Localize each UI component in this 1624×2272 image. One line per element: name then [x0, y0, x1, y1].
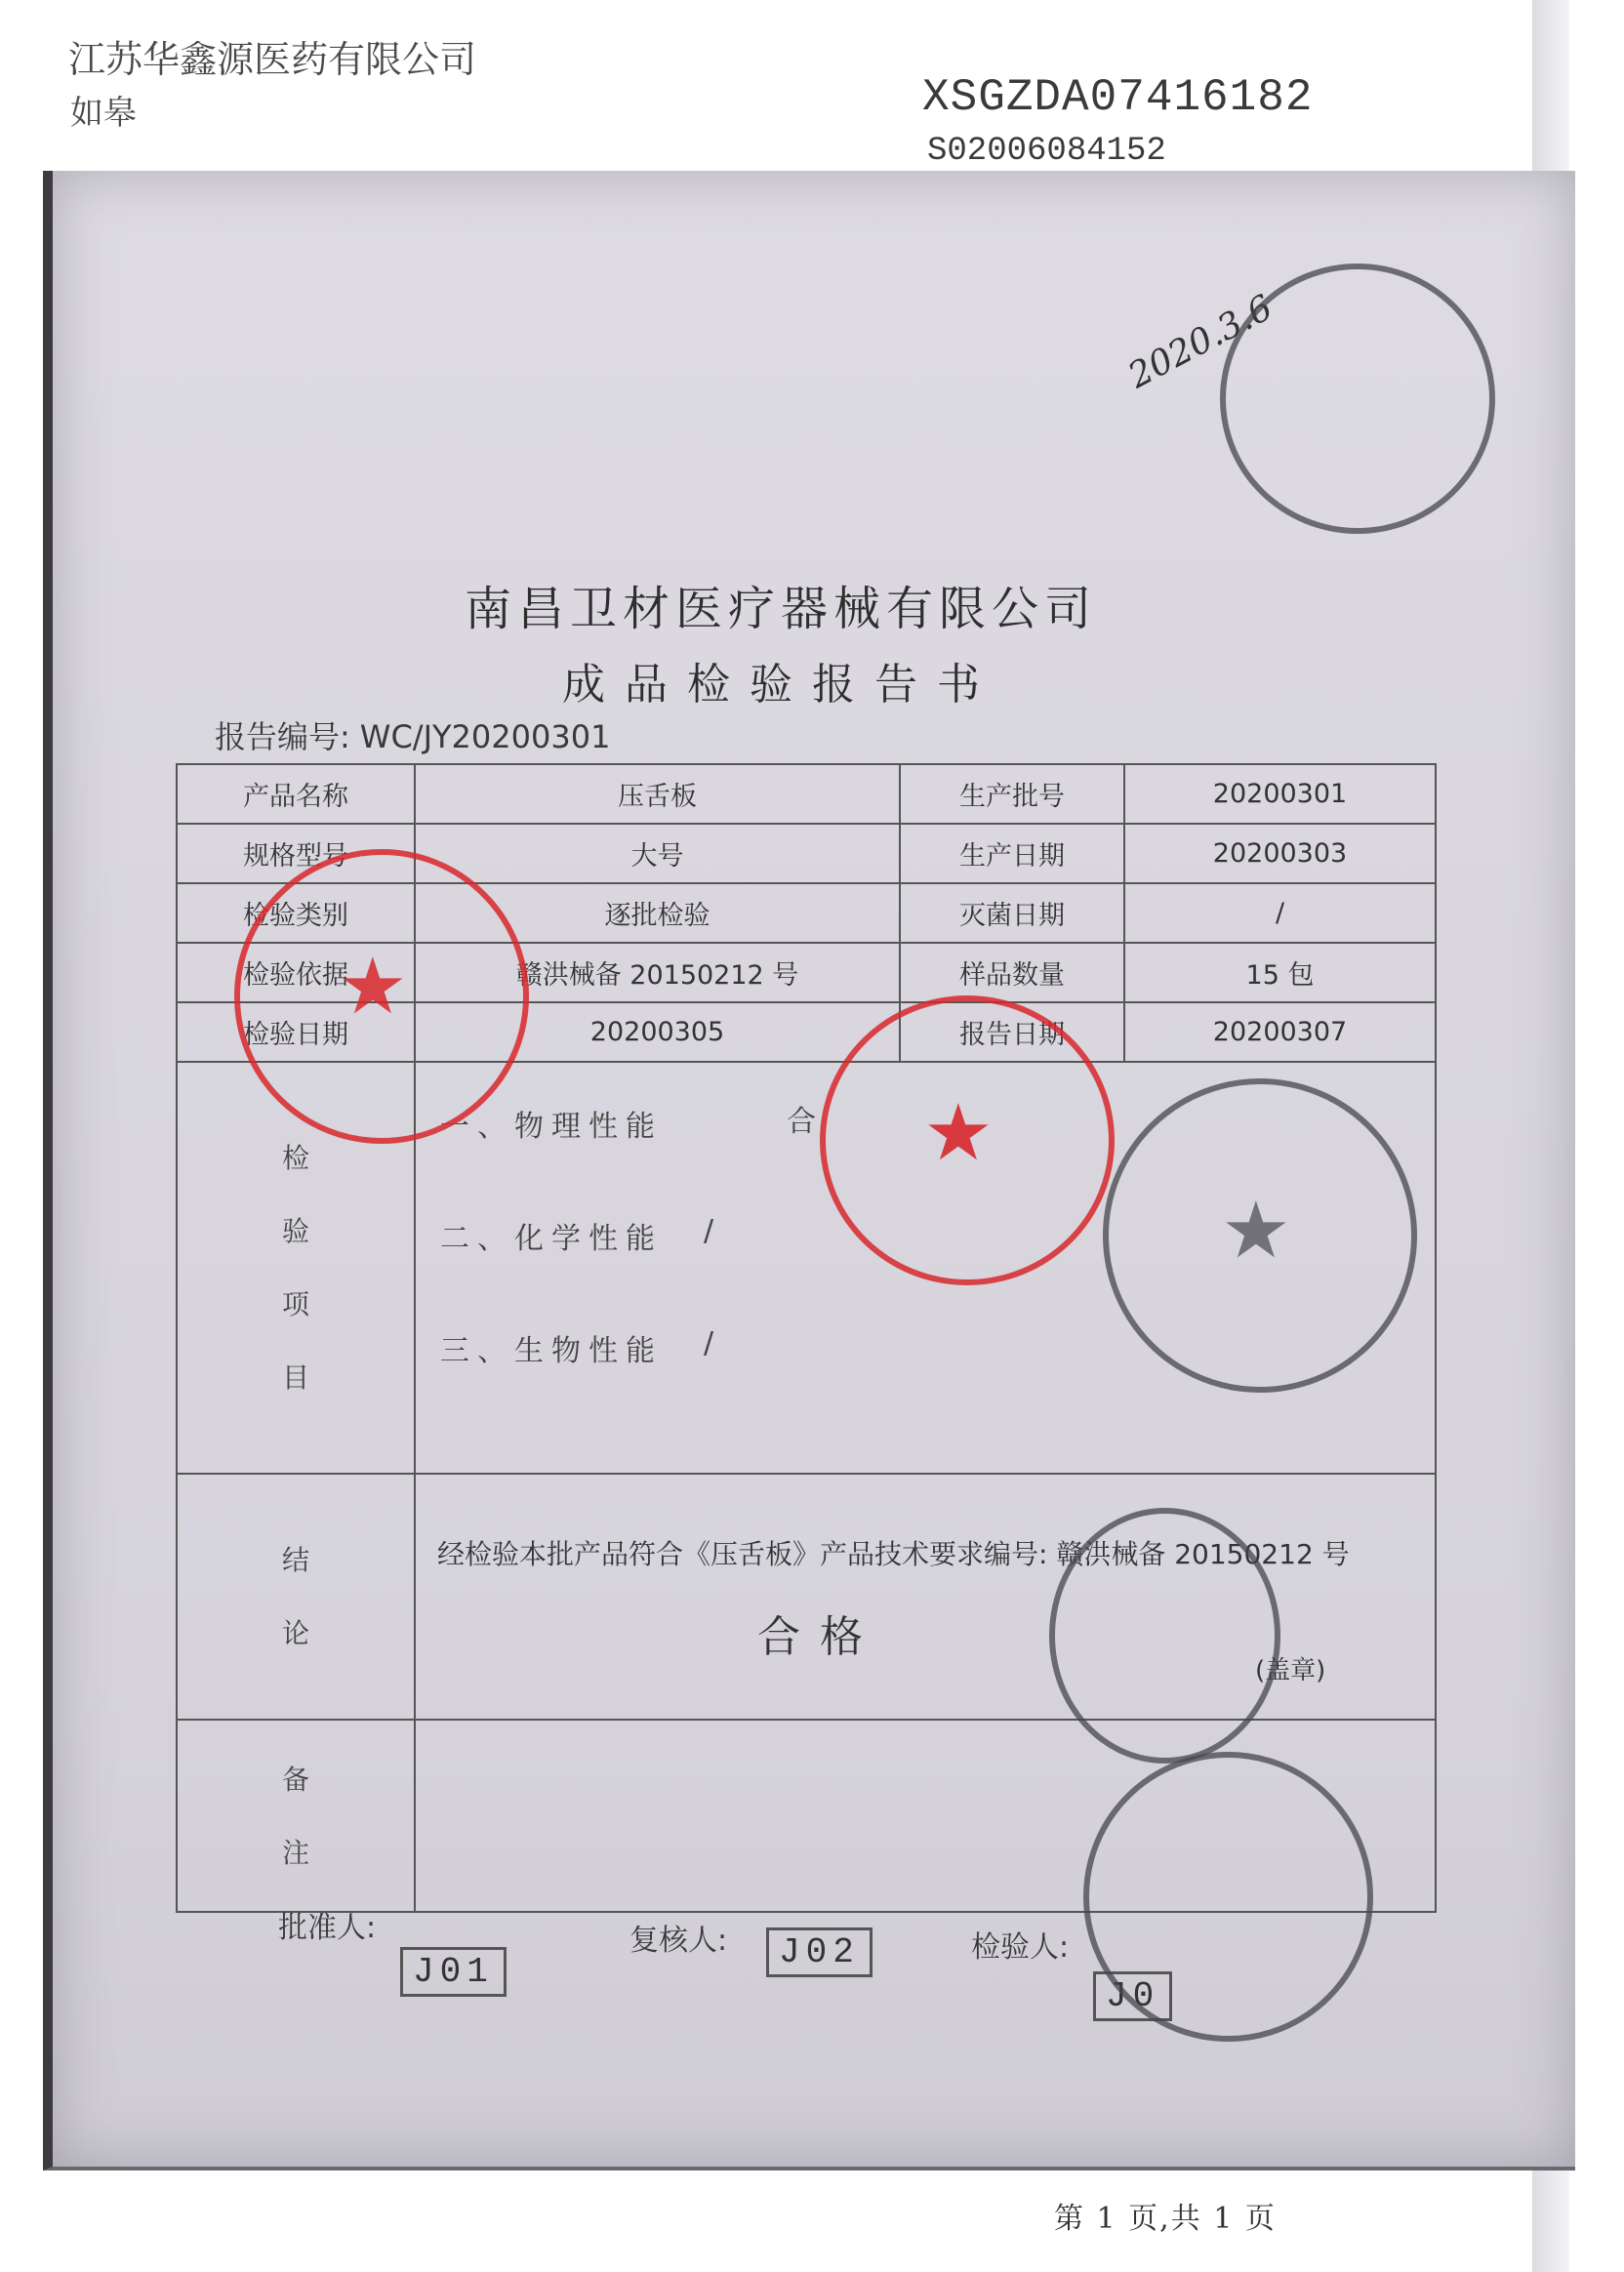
field-value: 20200307	[1124, 1002, 1436, 1062]
remarks-label	[177, 1720, 415, 1912]
item-chemical-result: /	[704, 1214, 722, 1248]
seal-note: (盖章)	[1255, 1656, 1326, 1685]
remarks-label-char: 备	[281, 1763, 309, 1796]
page-footer: 第 1 页,共 1 页	[1054, 2202, 1277, 2236]
conclusion-content	[415, 1474, 1436, 1720]
field-label: 报告日期	[900, 1002, 1124, 1062]
red-company-seal-left	[234, 849, 529, 1144]
report-number-label: 报告编号:	[215, 718, 350, 755]
table-row	[177, 764, 1436, 824]
field-label: 检验依据	[177, 943, 415, 1002]
report-number	[215, 712, 610, 757]
field-value: /	[1124, 883, 1436, 943]
company-seal-conclusion	[1049, 1508, 1280, 1764]
conclusion-label	[177, 1474, 415, 1720]
field-value: 20200303	[1124, 824, 1436, 883]
remarks-label-char: 注	[281, 1836, 309, 1869]
field-label: 产品名称	[177, 764, 415, 824]
items-label-char: 验	[281, 1215, 309, 1247]
field-label: 灭菌日期	[900, 883, 1124, 943]
handwritten-date: 2020.3.6	[1121, 287, 1279, 397]
items-label-char: 目	[281, 1361, 309, 1394]
star-icon: ★	[923, 1087, 994, 1178]
document-title: 成品检验报告书	[562, 660, 999, 710]
items-label-char: 项	[281, 1288, 309, 1320]
conclusion-text: 经检验本批产品符合《压舌板》产品技术要求编号: 赣洪械备 20150212 号	[437, 1538, 1350, 1570]
reviewer-stamp: J02	[766, 1927, 873, 1977]
item-chemical: 二、化学性能	[440, 1222, 663, 1256]
inspector-stamp: J0	[1093, 1971, 1172, 2021]
field-value: 15 包	[1124, 943, 1436, 1002]
field-value: 压舌板	[415, 764, 900, 824]
field-value: 20200301	[1124, 764, 1436, 824]
header-city: 如皋	[70, 94, 137, 133]
approver-stamp: J01	[400, 1947, 507, 1997]
company-seal-bottom	[1083, 1752, 1373, 2042]
field-label: 检验类别	[177, 883, 415, 943]
field-label: 规格型号	[177, 824, 415, 883]
reviewer-label: 复核人:	[629, 1924, 728, 1958]
conclusion-label-char: 论	[281, 1617, 309, 1649]
item-biological: 三、生物性能	[440, 1334, 663, 1368]
field-label: 生产批号	[900, 764, 1124, 824]
star-icon: ★	[1221, 1185, 1291, 1276]
item-physical: 一、物理性能	[440, 1110, 663, 1144]
item-biological-result: /	[704, 1326, 722, 1360]
quality-dept-seal-middle	[1103, 1078, 1417, 1393]
field-value: 20200305	[415, 1002, 900, 1062]
field-value: 大号	[415, 824, 900, 883]
item-physical-result: 合	[787, 1105, 824, 1139]
items-label-char: 检	[281, 1142, 309, 1174]
inspector-label: 检验人:	[971, 1930, 1070, 1965]
document-company: 南昌卫材医疗器械有限公司	[464, 582, 1097, 636]
field-label: 样品数量	[900, 943, 1124, 1002]
star-icon: ★	[338, 941, 408, 1032]
field-value: 赣洪械备 20150212 号	[415, 943, 900, 1002]
field-label: 检验日期	[177, 1002, 415, 1062]
header-code-main: XSGZDA07416182	[922, 72, 1314, 123]
approver-label: 批准人:	[278, 1911, 377, 1945]
conclusion-label-char: 结	[281, 1544, 309, 1576]
report-number-value: WC/JY20200301	[359, 718, 611, 755]
header-code-sub: S02006084152	[927, 133, 1166, 170]
conclusion-result: 合格	[757, 1612, 882, 1662]
red-company-seal-center	[820, 995, 1115, 1285]
field-label: 生产日期	[900, 824, 1124, 883]
field-value: 逐批检验	[415, 883, 900, 943]
header-company: 江苏华鑫源医药有限公司	[68, 38, 477, 81]
quality-dept-seal-top	[1220, 264, 1495, 534]
